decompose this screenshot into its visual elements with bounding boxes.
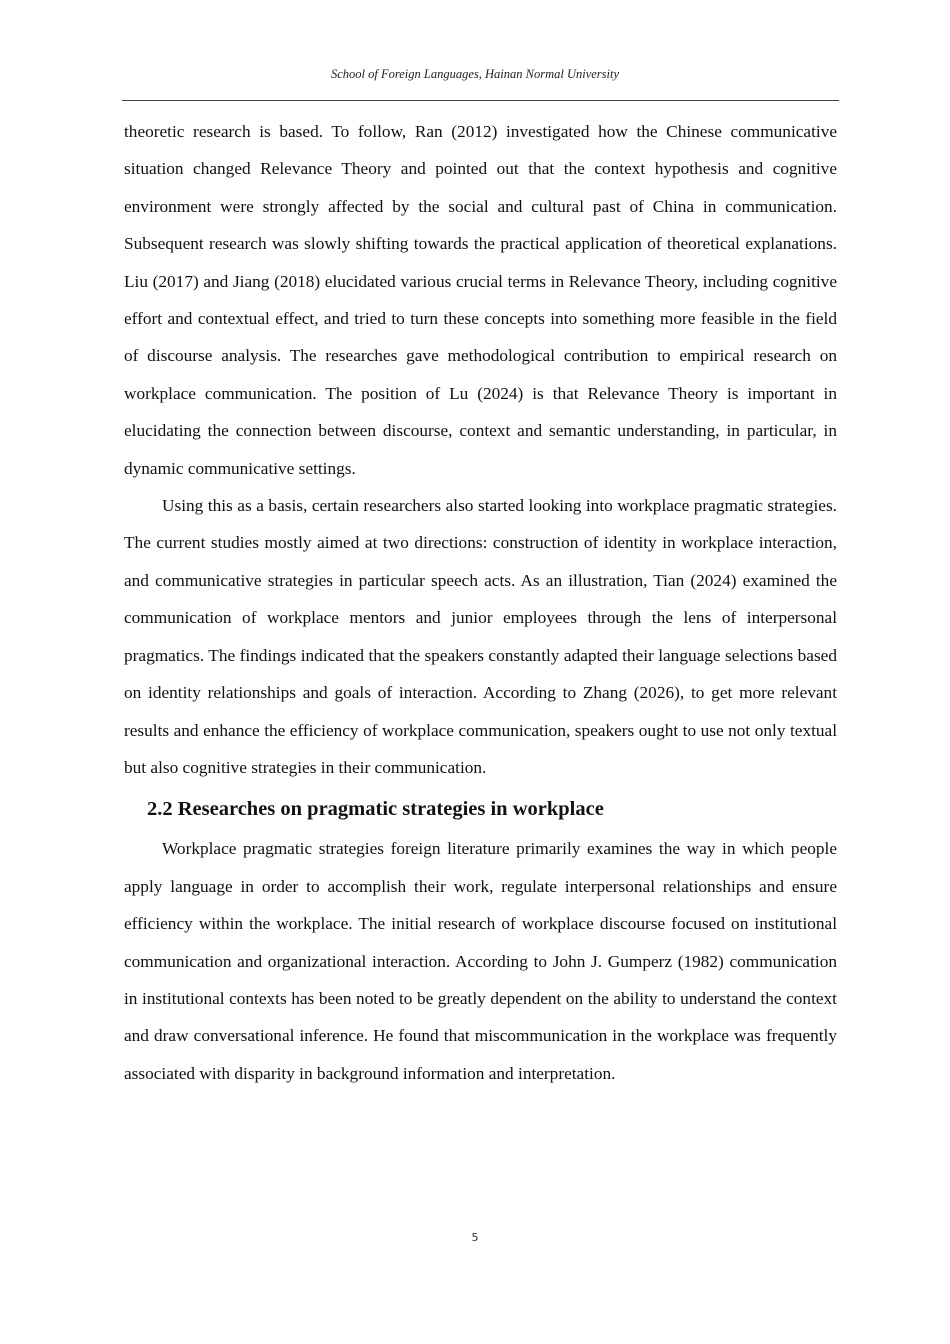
page-number: 5	[471, 1231, 479, 1244]
section-heading: 2.2 Researches on pragmatic strategies in workplace	[147, 798, 604, 821]
paragraph: Workplace pragmatic strategies foreign literature primarily examines the way in which people apply language in order to accomplish their work, regulate interpersonal relationships and ensure efficiency within the workplace. The initial research of workplace discourse focused on institutional communication and organizational interaction. According to John J. Gumperz (1982) communication in institutional contexts has been noted to be greatly dependent on the ability to understand the context and draw conversational inference. He found that miscommunication in the workplace was frequently associated with disparity in background information and interpretation.	[124, 839, 837, 1083]
paragraph-continued: theoretic research is based. To follow, Ran (2012) investigated how the Chinese communicative situation changed Relevance Theory and pointed out that the context hypothesis and cognitive environment were strongly affected by the social and cultural past of China in communication. Subsequent research was slowly shifting towards the practical application of theoretical explanations. Liu (2017) and Jiang (2018) elucidated various crucial terms in Relevance Theory, including cognitive effort and contextual effect, and tried to turn these concepts into something more feasible in the field of discourse analysis. The researches gave methodological contribution to empirical research on workplace communication. The position of Lu (2024) is that Relevance Theory is important in elucidating the connection between discourse, context and semantic understanding, in particular, in dynamic communicative settings.	[124, 122, 837, 478]
body-text	[124, 113, 837, 1092]
paragraph: Using this as a basis, certain researchers also started looking into workplace pragmatic strategies. The current studies mostly aimed at two directions: construction of identity in workplace interaction, and communicative strategies in particular speech acts. As an illustration, Tian (2024) examined the communication of workplace mentors and junior employees through the lens of interpersonal pragmatics. The findings indicated that the speakers constantly adapted their language selections based on identity relationships and goals of interaction. According to Zhang (2026), to get more relevant results and enhance the efficiency of workplace communication, speakers ought to use not only textual but also cognitive strategies in their communication.	[124, 496, 837, 777]
header-rule	[122, 100, 839, 101]
running-header: School of Foreign Languages, Hainan Normal University	[330, 67, 620, 81]
